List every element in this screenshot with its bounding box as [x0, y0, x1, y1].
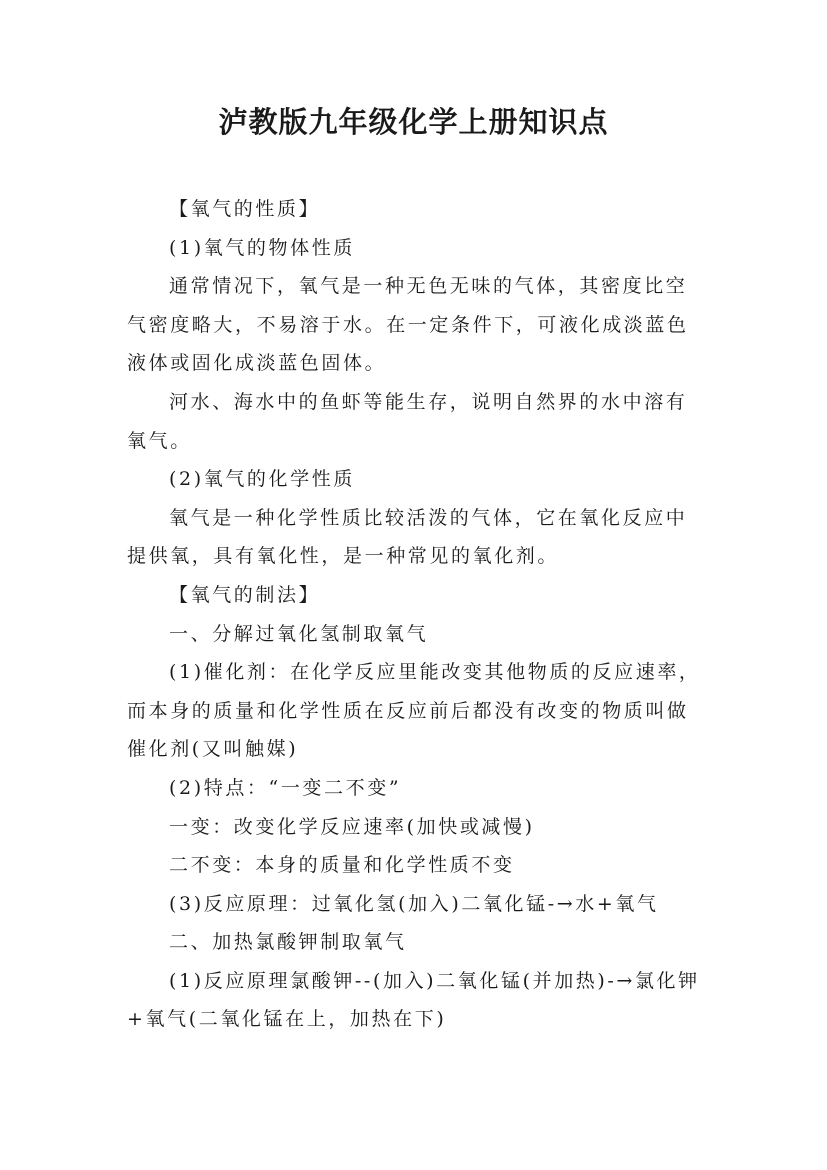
document-body — [127, 190, 707, 1039]
paragraph-two-unchanged: 二不变：本身的质量和化学性质不变 — [169, 854, 515, 877]
subheading-physical-properties: (1)氧气的物体性质 — [169, 236, 355, 259]
paragraph-physical-description: 通常情况下，氧气是一种无色无味的气体，其密度比空气密度略大，不易溶于水。在一定条件下，可液化成淡蓝色液体或固化成淡蓝色固体。 — [127, 275, 689, 375]
paragraph-reaction-principle-peroxide: (3)反应原理：过氧化氢(加入)二氧化锰-→水+氧气 — [169, 892, 659, 915]
paragraph-one-change: 一变：改变化学反应速率(加快或减慢) — [169, 815, 535, 838]
paragraph-chemical-description: 氧气是一种化学性质比较活泼的气体，它在氧化反应中提供氧，具有氧化性，是一种常见的氧化剂。 — [127, 506, 688, 568]
section-heading-oxygen-properties: 【氧气的性质】 — [169, 198, 321, 220]
document-title: 泸教版九年级化学上册知识点 — [218, 105, 609, 139]
paragraph-catalyst-definition: (1)催化剂：在化学反应里能改变其他物质的反应速率，而本身的质量和化学性质在反应前后都没有改变的物质叫做催化剂(又叫触媒) — [127, 661, 701, 761]
paragraph-reaction-principle-chlorate: (1)反应原理氯酸钾--(加入)二氧化锰(并加热)-→氯化钾+氧气(二氧化锰在上，加热在下) — [127, 969, 700, 1031]
subheading-potassium-chlorate-method: 二、加热氯酸钾制取氧气 — [169, 931, 407, 954]
subheading-hydrogen-peroxide-method: 一、分解过氧化氢制取氧气 — [169, 622, 429, 645]
paragraph-catalyst-features: (2)特点：“一变二不变” — [169, 776, 402, 799]
paragraph-dissolved-oxygen: 河水、海水中的鱼虾等能生存，说明自然界的水中溶有氧气。 — [127, 390, 688, 452]
subheading-chemical-properties: (2)氧气的化学性质 — [169, 468, 355, 491]
section-heading-oxygen-preparation: 【氧气的制法】 — [169, 583, 321, 606]
